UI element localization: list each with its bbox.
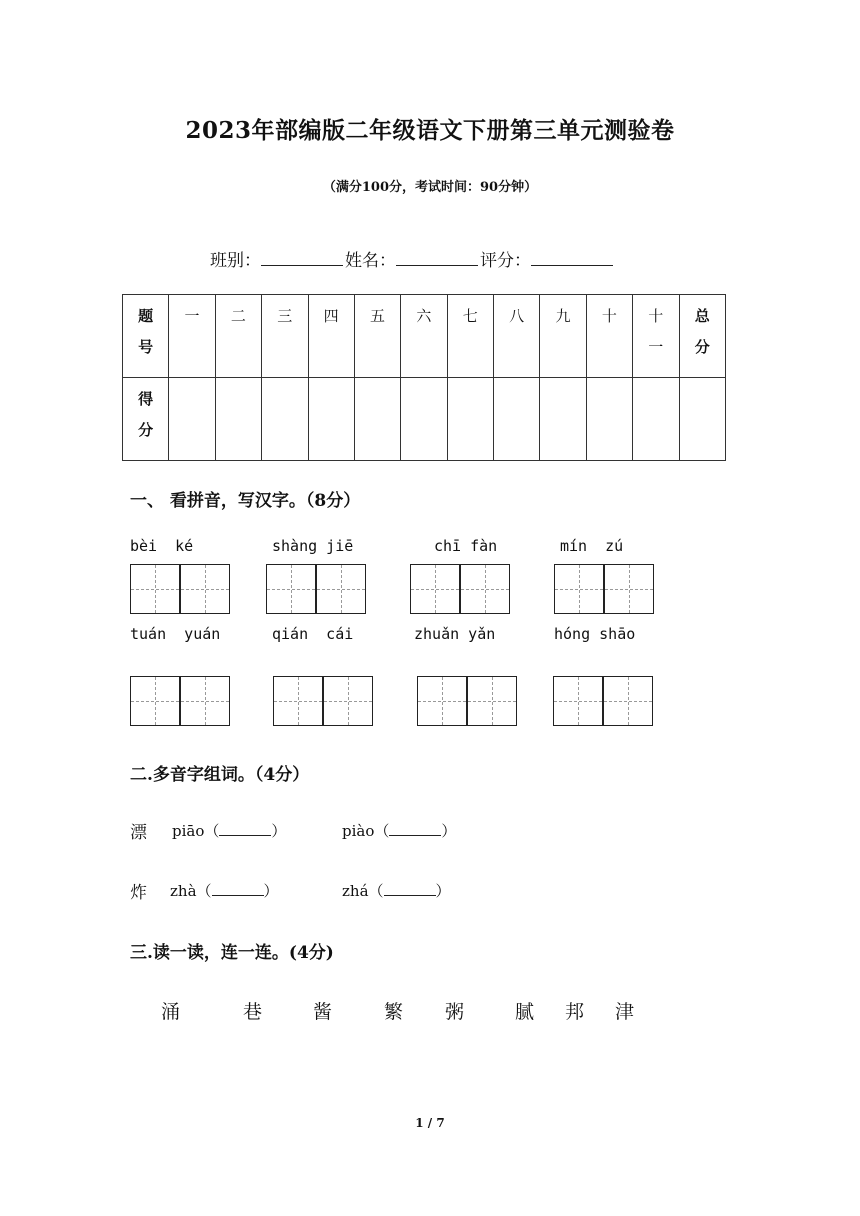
score-cell[interactable] — [169, 378, 215, 461]
score-label: 评分： — [480, 251, 531, 271]
writing-grid-box[interactable] — [460, 564, 510, 614]
student-info-row — [210, 246, 615, 271]
score-cell[interactable] — [262, 378, 308, 461]
match-char[interactable]: 邦 — [565, 1001, 585, 1023]
answer-blank[interactable] — [219, 821, 271, 836]
header-label-cell: 题 号 — [123, 295, 169, 378]
answer-blank[interactable] — [389, 821, 441, 836]
document-title: 2023年部编版二年级语文下册第三单元测验卷 — [185, 117, 675, 144]
writing-grid-box[interactable] — [554, 564, 604, 614]
pinyin-label: tuán yuán — [130, 625, 221, 643]
match-char[interactable]: 粥 — [445, 1001, 465, 1023]
score-table — [122, 294, 726, 461]
score-blank[interactable] — [531, 251, 613, 266]
writing-grid-box[interactable] — [410, 564, 460, 614]
page-number: 1 / 7 — [415, 1116, 445, 1130]
match-char[interactable]: 巷 — [243, 1001, 263, 1023]
writing-grid-box[interactable] — [467, 676, 517, 726]
class-blank[interactable] — [261, 251, 343, 266]
column-header: 二 — [215, 295, 261, 378]
column-header: 十 一 — [633, 295, 679, 378]
pinyin-label: chī fàn — [434, 537, 498, 555]
score-cell[interactable] — [308, 378, 354, 461]
row-label-cell: 得 分 — [123, 378, 169, 461]
polyphone-row — [130, 878, 147, 903]
score-cell[interactable] — [215, 378, 261, 461]
polyphone-item: piāo（ ） — [172, 822, 287, 840]
score-cell[interactable] — [586, 378, 632, 461]
score-cell[interactable] — [633, 378, 679, 461]
match-char[interactable]: 津 — [615, 1001, 635, 1023]
writing-grid-box[interactable] — [316, 564, 366, 614]
writing-grid-box[interactable] — [130, 564, 180, 614]
writing-grid-box[interactable] — [553, 676, 603, 726]
match-char[interactable]: 涌 — [161, 1001, 181, 1023]
score-cell[interactable] — [401, 378, 447, 461]
column-header: 六 — [401, 295, 447, 378]
section-1-heading: 一、 看拼音，写汉字。（8分） — [130, 491, 361, 511]
column-header: 四 — [308, 295, 354, 378]
polyphone-char: 炸 — [130, 883, 147, 903]
column-header: 九 — [540, 295, 586, 378]
score-cell[interactable] — [679, 378, 726, 461]
writing-grid-box[interactable] — [266, 564, 316, 614]
name-label: 姓名： — [345, 251, 396, 271]
section-2-heading: 二.多音字组词。（4分） — [130, 765, 310, 785]
polyphone-item: zhà（ ） — [170, 882, 279, 900]
pinyin-label: qián cái — [272, 625, 354, 643]
polyphone-char: 漂 — [130, 823, 147, 843]
writing-grid-box[interactable] — [603, 676, 653, 726]
score-cell[interactable] — [447, 378, 493, 461]
pinyin-label: mín zú — [560, 537, 624, 555]
writing-grid-box[interactable] — [323, 676, 373, 726]
writing-grid-box[interactable] — [130, 676, 180, 726]
column-header: 七 — [447, 295, 493, 378]
score-table-header-row — [123, 295, 726, 378]
column-header: 三 — [262, 295, 308, 378]
match-char[interactable]: 腻 — [515, 1001, 535, 1023]
score-table-score-row — [123, 378, 726, 461]
name-blank[interactable] — [396, 251, 478, 266]
writing-grid-box[interactable] — [273, 676, 323, 726]
writing-grid-box[interactable] — [417, 676, 467, 726]
match-char[interactable]: 繁 — [384, 1001, 404, 1023]
polyphone-item: piào（ ） — [342, 822, 457, 840]
writing-grid-box[interactable] — [180, 564, 230, 614]
pinyin-label: zhuǎn yǎn — [414, 625, 496, 643]
pinyin-label: bèi ké — [130, 537, 194, 555]
writing-grid-box[interactable] — [604, 564, 654, 614]
column-header-total: 总 分 — [679, 295, 726, 378]
score-cell[interactable] — [540, 378, 586, 461]
match-char[interactable]: 酱 — [313, 1001, 333, 1023]
column-header: 五 — [354, 295, 400, 378]
score-cell[interactable] — [354, 378, 400, 461]
column-header: 十 — [586, 295, 632, 378]
section-3-heading: 三.读一读，连一连。(4分) — [130, 943, 334, 963]
column-header: 八 — [494, 295, 540, 378]
writing-grid-box[interactable] — [180, 676, 230, 726]
score-cell[interactable] — [494, 378, 540, 461]
polyphone-row — [130, 818, 147, 843]
polyphone-item: zhá（ ） — [342, 882, 451, 900]
column-header: 一 — [169, 295, 215, 378]
exam-subtitle: （满分100分，考试时间：90分钟） — [322, 180, 538, 195]
pinyin-label: hóng shāo — [554, 625, 636, 643]
answer-blank[interactable] — [384, 881, 436, 896]
answer-blank[interactable] — [212, 881, 264, 896]
pinyin-label: shàng jiē — [272, 537, 354, 555]
class-label: 班别： — [210, 251, 261, 271]
